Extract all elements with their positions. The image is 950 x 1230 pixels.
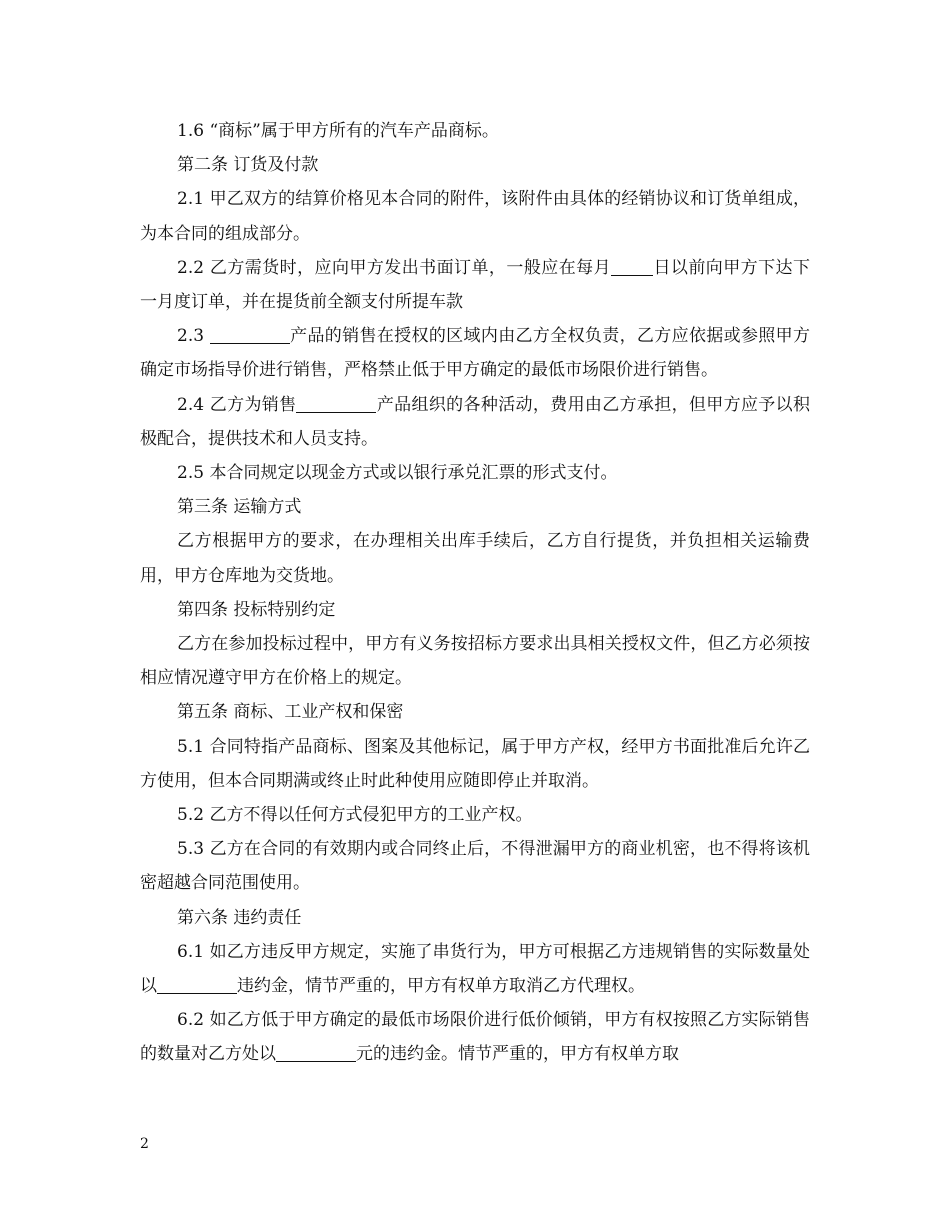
fill-blank	[210, 326, 290, 344]
clause-2-5: 2.5 本合同规定以现金方式或以银行承兑汇票的形式支付。	[177, 463, 618, 484]
article-3-heading: 第三条 运输方式	[177, 497, 302, 518]
clause-2-3: 2.3 产品的销售在授权的区域内由乙方全权负责，乙方应依据或参照甲方确定市场指导价进行销售，严格禁止低于甲方确定的最低市场限价进行销售。	[140, 326, 810, 381]
clause-2-1: 2.1 甲乙双方的结算价格见本合同的附件，该附件由具体的经销协议和订货单组成，为本合同的组成部分。	[140, 189, 810, 244]
clause-2-2: 2.2 乙方需货时，应向甲方发出书面订单，一般应在每月 日以前向甲方下达下一月度订单，并在提货前全额支付所提车款	[140, 257, 810, 313]
clause-1-6: 1.6 “商标”属于甲方所有的汽车产品商标。	[177, 121, 499, 141]
clause-5-2: 5.2 乙方不得以任何方式侵犯甲方的工业产权。	[177, 805, 533, 826]
clause-5-3: 5.3 乙方在合同的有效期内或合同终止后，不得泄漏甲方的商业机密，也不得将该机密超越合同范围使用。	[140, 839, 810, 894]
page-number: 2	[140, 1136, 149, 1152]
fill-blank	[157, 976, 237, 994]
clause-6-2: 6.2 如乙方低于甲方确定的最低市场限价进行低价倾销，甲方有权按照乙方实际销售的数量对乙方处以 元的违约金。情节严重的，甲方有权单方取	[140, 1010, 810, 1065]
clause-6-1: 6.1 如乙方违反甲方规定，实施了串货行为，甲方可根据乙方违规销售的实际数量处以 违约金，情节严重的，甲方有权单方取消乙方代理权。	[140, 941, 810, 997]
fill-blank	[296, 395, 376, 413]
article-3-body: 乙方根据甲方的要求，在办理相关出库手续后，乙方自行提货，并负担相关运输费用，甲方仓库地为交货地。	[140, 531, 810, 586]
clause-2-4: 2.4 乙方为销售 产品组织的各种活动，费用由乙方承担，但甲方应予以积极配合，提供技术和人员支持。	[140, 394, 810, 449]
article-4-body: 乙方在参加投标过程中，甲方有义务按招标方要求出具相关授权文件，但乙方必须按相应情况遵守甲方在价格上的规定。	[140, 634, 810, 689]
article-5-heading: 第五条 商标、工业产权和保密	[177, 702, 404, 723]
document-body	[140, 114, 810, 1072]
fill-blank	[276, 1044, 356, 1062]
clause-5-1: 5.1 合同特指产品商标、图案及其他标记，属于甲方产权，经甲方书面批准后允许乙方使用，但本合同期满或终止时此种使用应随即停止并取消。	[140, 736, 810, 791]
article-2-heading: 第二条 订货及付款	[177, 155, 319, 176]
article-4-heading: 第四条 投标特别约定	[177, 599, 336, 620]
article-6-heading: 第六条 违约责任	[177, 907, 302, 928]
fill-blank	[611, 258, 653, 276]
